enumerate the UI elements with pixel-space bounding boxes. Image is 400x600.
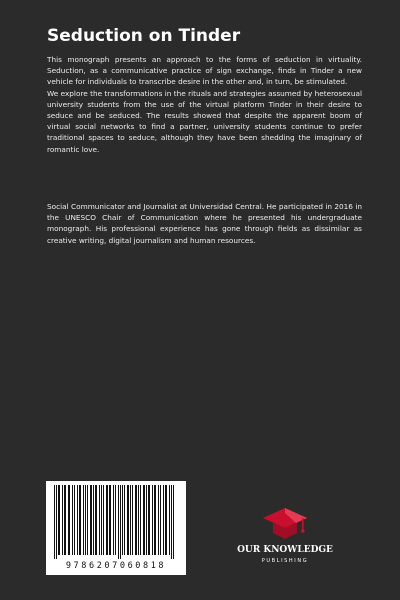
- isbn-number: 9786207060818: [65, 561, 167, 571]
- barcode-bar: [109, 485, 111, 555]
- barcode-bar: [64, 485, 66, 555]
- barcode-bar: [163, 485, 164, 555]
- barcode-bar: [79, 485, 81, 555]
- publisher-logo: [232, 506, 338, 566]
- barcode-bar: [56, 485, 57, 559]
- barcode-bar: [95, 485, 97, 555]
- barcode-bar: [135, 485, 137, 555]
- barcode-bar: [165, 485, 167, 555]
- barcode-bar: [103, 485, 104, 555]
- barcode-bar: [120, 485, 121, 559]
- barcode-bar: [127, 485, 129, 555]
- barcode-bar: [171, 485, 172, 559]
- author-bio: Social Communicator and Journalist at Universidad Central. He participated in 2016 in the UNESCO Chair of Communication where he presented his undergraduate monograph. His professional experience has gone through fields as dissimilar as creative writing, digital journalism and human resources.: [47, 202, 362, 245]
- barcode-bar: [118, 485, 119, 559]
- barcode-bar: [152, 485, 153, 555]
- barcode-bar: [115, 485, 116, 555]
- publisher-name: OUR KNOWLEDGE: [237, 545, 333, 555]
- barcode-bar: [101, 485, 102, 555]
- barcode-bar: [90, 485, 92, 555]
- barcode-bar: [62, 485, 63, 555]
- barcode-bar: [54, 485, 55, 559]
- barcode-bar: [106, 485, 108, 555]
- barcode-bar: [140, 485, 141, 555]
- barcode-bar: [77, 485, 78, 555]
- barcode-bar: [87, 485, 88, 555]
- barcode-bar: [132, 485, 133, 555]
- barcode-bar: [122, 485, 123, 555]
- barcode-bar: [169, 485, 170, 555]
- barcode-bar: [113, 485, 114, 555]
- barcode-bar: [72, 485, 73, 555]
- barcode-bar: [130, 485, 131, 555]
- barcode-bar: [99, 485, 100, 555]
- barcode-bar: [154, 485, 156, 555]
- isbn-barcode: [46, 481, 186, 575]
- barcode-bar: [85, 485, 86, 555]
- book-blurb: [47, 54, 362, 155]
- barcode-bar: [146, 485, 147, 555]
- barcode-bars: [46, 481, 186, 561]
- book-title: Seduction on Tinder: [47, 26, 241, 46]
- barcode-bar: [138, 485, 139, 555]
- barcode-bar: [58, 485, 60, 555]
- blurb-paragraph: This monograph presents an approach to the forms of seduction in virtuality. Seduction, as a communicative practice of sign exchange, finds in Tinder a new vehicle for individuals to transcribe desire in the other and, in turn, be stimulated.: [47, 55, 362, 87]
- barcode-bar: [148, 485, 150, 555]
- barcode-bar: [173, 485, 174, 559]
- barcode-bar: [74, 485, 75, 555]
- barcode-bar: [158, 485, 159, 555]
- graduation-cap-icon: [261, 506, 309, 542]
- barcode-bar: [143, 485, 145, 555]
- blurb-paragraph: We explore the transformations in the rituals and strategies assumed by heterosexual university students from the use of the virtual platform Tinder in their desire to seduce and be seduced. The results showed that despite the apparent boom of virtual social networks to find a partner, university students continue to prefer traditional spaces to seduce, although they have been shedding the imaginary of romantic love.: [47, 88, 362, 154]
- barcode-bar: [160, 485, 161, 555]
- barcode-bar: [124, 485, 125, 555]
- barcode-bar: [83, 485, 84, 555]
- barcode-bar: [93, 485, 94, 555]
- barcode-bar: [68, 485, 70, 555]
- publisher-tagline: PUBLISHING: [261, 558, 309, 564]
